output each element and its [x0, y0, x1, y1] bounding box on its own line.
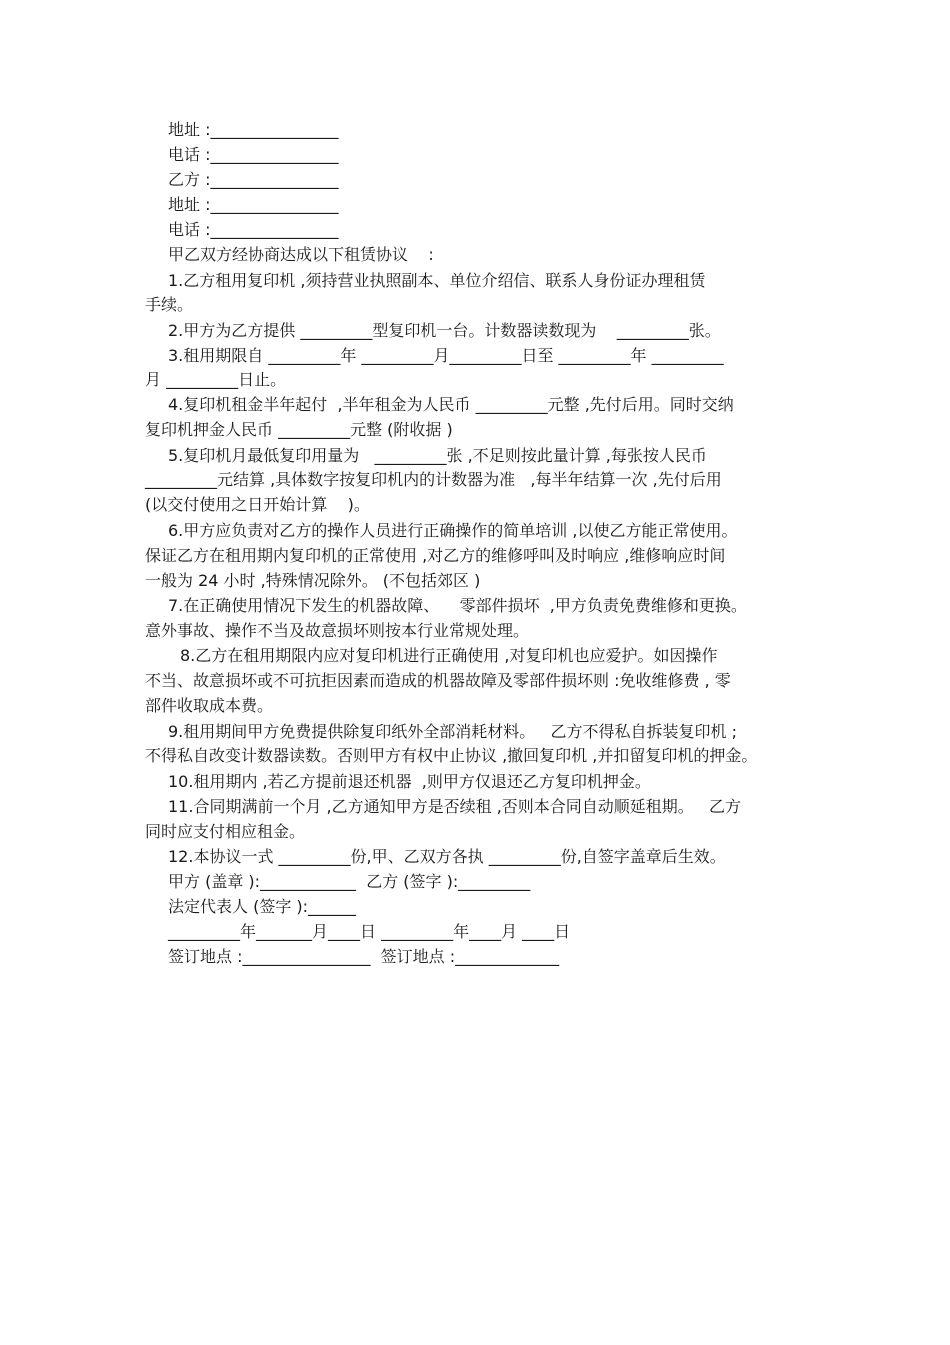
agreement-intro: 甲乙双方经协商达成以下租赁协议 :	[168, 245, 434, 264]
clause-1: 1.乙方租用复印机 ,须持营业执照副本、单位介绍信、联系人身份证办理租赁	[168, 271, 706, 290]
clause-6: 6.甲方应负责对乙方的操作人员进行正确操作的简单培训 ,以使乙方能正常使用。	[168, 521, 738, 540]
clause-4: 4.复印机租金半年起付 ,半年租金为人民币 _________元整 ,先付后用。同时交纳	[168, 395, 734, 414]
clause-9: 9.租用期间甲方免费提供除复印纸外全部消耗材料。 乙方不得私自拆装复印机 ;	[168, 722, 738, 741]
seal-signature-line: 甲方 (盖章 ):____________ 乙方 (签字 ):_________	[168, 872, 531, 891]
clause-8-cont-1: 不当、故意损坏或不可抗拒因素而造成的机器故障及零部件损坏则 :免收维修费 , 零	[145, 671, 731, 690]
clause-8-cont-2: 部件收取成本费。	[145, 696, 274, 715]
party-b-address-line: 地址 :________________	[168, 195, 339, 214]
clause-12: 12.本协议一式 _________份,甲、乙双方各执 _________份,自签字盖章后生效。	[168, 847, 726, 866]
clause-6-cont-2: 一般为 24 小时 ,特殊情况除外。 (不包括郊区 )	[145, 571, 481, 590]
party-a-address-line: 地址 :________________	[168, 120, 339, 139]
clause-3-cont: 月 _________日止。	[145, 370, 287, 389]
clause-7: 7.在正确使用情况下发生的机器故障、 零部件损坏 ,甲方负责免费维修和更换。	[168, 596, 747, 615]
signing-dates-line: _________年_______月____日 _________年____月 ____日	[168, 922, 571, 941]
clause-5-cont-2: (以交付使用之日开始计算 )。	[145, 495, 370, 514]
clause-1-cont: 手续。	[145, 295, 194, 314]
clause-9-cont: 不得私自改变计数器读数。否则甲方有权中止协议 ,撤回复印机 ,并扣留复印机的押金。	[145, 746, 758, 765]
clause-10: 10.租用期内 ,若乙方提前退还机器 ,则甲方仅退还乙方复印机押金。	[168, 772, 651, 791]
clause-8: 8.乙方在租用期限内应对复印机进行正确使用 ,对复印机也应爱护。如因操作	[180, 646, 718, 665]
legal-representative-line: 法定代表人 (签字 ):______	[168, 897, 357, 916]
clause-4-cont: 复印机押金人民币 _________元整 (附收据 )	[145, 420, 453, 439]
clause-5-cont-1: _________元结算 ,具体数字按复印机内的计数器为准 ,每半年结算一次 ,先付后用	[145, 470, 722, 489]
party-b-phone-line: 电话 :________________	[168, 220, 339, 239]
party-a-phone-line: 电话 :________________	[168, 145, 339, 164]
clause-2: 2.甲方为乙方提供 _________型复印机一台。计数器读数现为 _________张。	[168, 321, 721, 340]
clause-11-cont: 同时应支付相应租金。	[145, 822, 306, 841]
signing-place-line: 签订地点 :________________ 签订地点 :_____________	[168, 947, 560, 966]
clause-11: 11.合同期满前一个月 ,乙方通知甲方是否续租 ,否则本合同自动顺延租期。 乙方	[168, 797, 742, 816]
clause-7-cont: 意外事故、操作不当及故意损坏则按本行业常规处理。	[145, 621, 530, 640]
party-b-line: 乙方 :________________	[168, 170, 339, 189]
clause-6-cont-1: 保证乙方在租用期内复印机的正常使用 ,对乙方的维修呼叫及时响应 ,维修响应时间	[145, 546, 726, 565]
clause-3: 3.租用期限自 _________年 _________月_________日至 _________年 _________	[168, 346, 724, 365]
clause-5: 5.复印机月最低复印用量为 _________张 ,不足则按此量计算 ,每张按人民币	[168, 446, 707, 465]
